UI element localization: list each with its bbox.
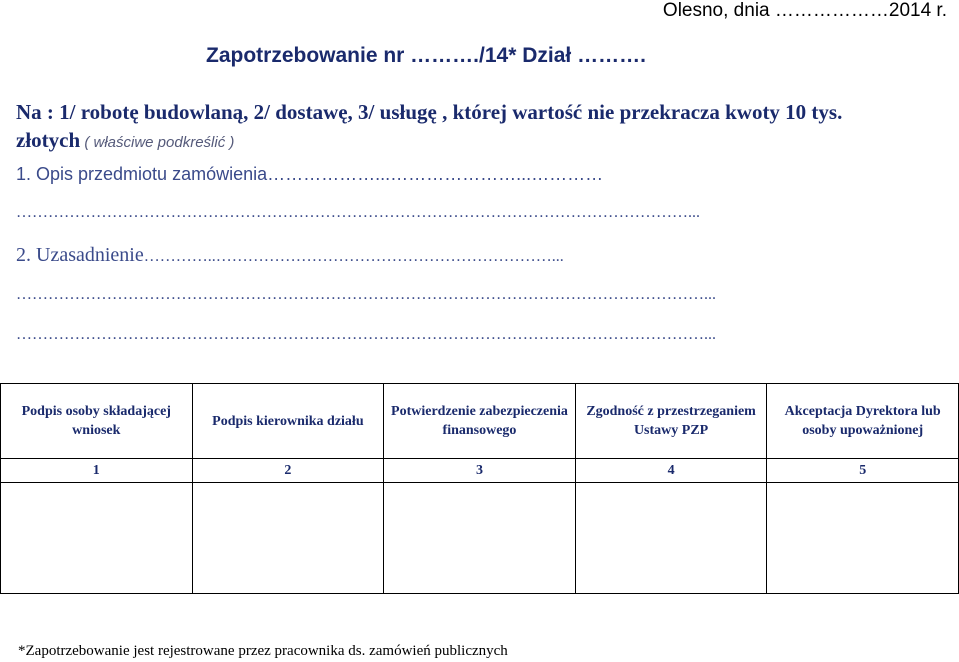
subject-dots-line[interactable]: ………………………………………………………………………………………………………………... — [16, 204, 700, 221]
place-date: Olesno, dnia ………………2014 r. — [662, 0, 947, 21]
header-pzp-compliance: Zgodność z przestrzeganiem Ustawy PZP — [575, 384, 767, 459]
underline-hint: ( właściwe podkreślić ) — [80, 134, 235, 151]
signature-cell-director-approval[interactable] — [767, 483, 959, 594]
scope-continuation — [16, 128, 234, 153]
justification-label: 2. Uzasadnienie — [16, 244, 144, 266]
justification-dots-line-1[interactable]: …………………………………………………………………………………………………………………... — [16, 286, 716, 303]
subject-label: 1. Opis przedmiotu zamówienia — [16, 164, 268, 184]
signature-header-row — [1, 384, 959, 459]
signature-row — [1, 483, 959, 594]
form-title: Zapotrzebowanie nr ………./14* Dział ………. — [206, 44, 646, 67]
header-director-approval: Akceptacja Dyrektora lub osoby upoważnionej — [767, 384, 959, 459]
column-number-row — [1, 459, 959, 483]
column-number: 2 — [192, 459, 384, 483]
signature-table — [0, 383, 959, 594]
justification-dots: …………..………………………………………………………... — [143, 248, 564, 265]
scope-line: Na : 1/ robotę budowlaną, 2/ dostawę, 3/ usługę , której wartość nie przekracza kwoty 10 tys. — [16, 100, 843, 124]
subject-field[interactable] — [16, 164, 603, 185]
header-applicant: Podpis osoby składającej wniosek — [1, 384, 193, 459]
column-number: 3 — [384, 459, 576, 483]
header-financing: Potwierdzenie zabezpieczenia finansowego — [384, 384, 576, 459]
signature-cell-department-head[interactable] — [192, 483, 384, 594]
justification-dots-line-2[interactable]: …………………………………………………………………………………………………………………... — [16, 326, 716, 343]
footnote: *Zapotrzebowanie jest rejestrowane przez pracownika ds. zamówień publicznych — [18, 643, 508, 659]
justification-field[interactable] — [16, 244, 564, 267]
signature-cell-pzp-compliance[interactable] — [575, 483, 767, 594]
signature-cell-financing[interactable] — [384, 483, 576, 594]
column-number: 4 — [575, 459, 767, 483]
header-department-head: Podpis kierownika działu — [192, 384, 384, 459]
column-number: 5 — [767, 459, 959, 483]
zlotych-word: złotych — [16, 128, 81, 152]
column-number: 1 — [1, 459, 193, 483]
signature-cell-applicant[interactable] — [1, 483, 193, 594]
subject-dots: ………………...…………………...………… — [267, 164, 604, 184]
